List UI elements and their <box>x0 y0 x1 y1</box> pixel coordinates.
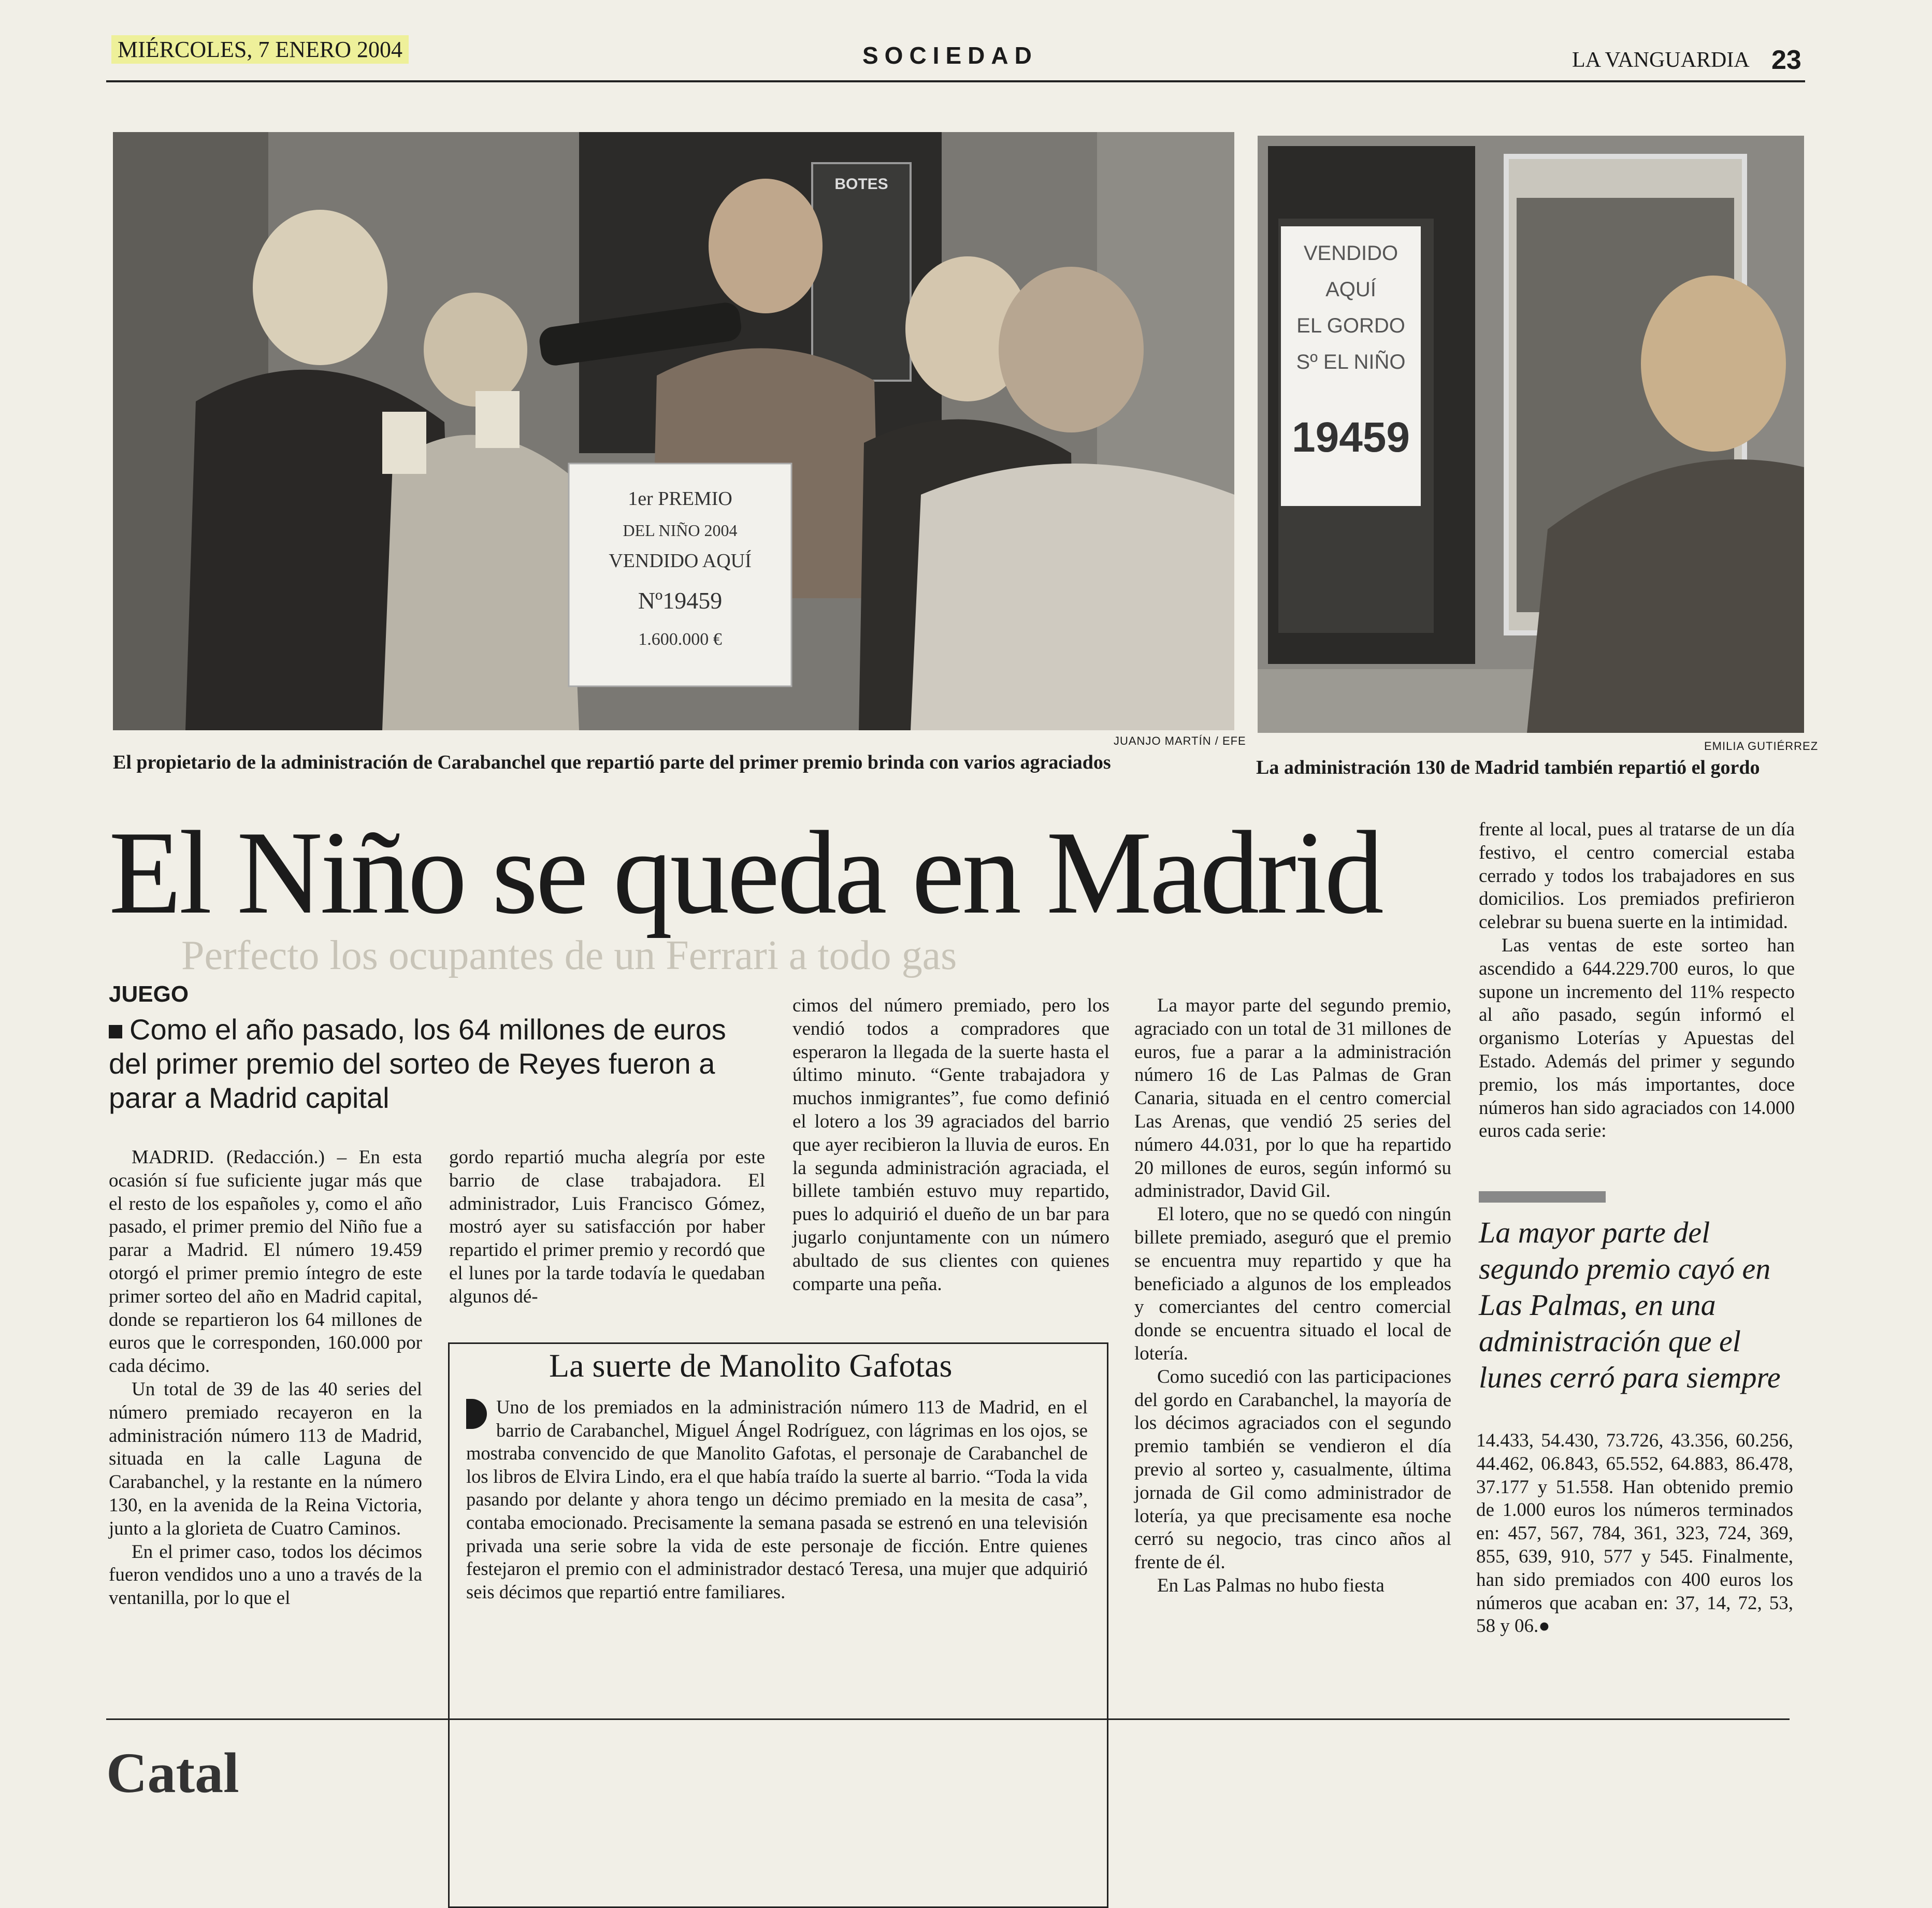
article-column-1 <box>109 1146 422 1610</box>
paragraph: Un total de 39 de las 40 series del número premiado recayeron en la administración número 113 de Madrid, situada en la calle Laguna de Carabanchel, y la restante en la número 130, en la avenida de la Reina Victoria, junto a la glorieta de Cuatro Caminos. <box>109 1378 422 1539</box>
paragraph: MADRID. (Redacción.) – En esta ocasión sí fue suficiente jugar más que el resto de los españoles y, como el año pasado, el primer premio del Niño fue a parar a Madrid. El número 19.459 otorgó el primer premio íntegro de este primer sorteo del año en Madrid capital, donde se repartieron los 64 millones de euros que le corresponden, 160.000 por cada décimo. <box>109 1147 422 1377</box>
window-sign-line-1: VENDIDO <box>1303 242 1398 265</box>
paragraph: frente al local, pues al tratarse de un día festivo, el centro comercial estaba cerrado y todos los trabajadores en sus domicilios. Los premiados prefirieron celebrar su buena suerte en la intimidad. <box>1479 819 1795 933</box>
left-photo-credit: JUANJO MARTÍN / EFE <box>1114 734 1246 747</box>
prize-numbers-text: 14.433, 54.430, 73.726, 43.356, 60.256, 44.462, 06.843, 65.552, 64.883, 86.478, 37.177 y 51.558. Han obtenido premio de 1.000 euros los números terminados en: 457, 567, 784, 361, 323, 724, 369, 855, 639, 910, 577 y 545. Finalmente, han sido premiados con 400 euros los números que acaban en: 37, 14, 72, 53, 58 y 06.● <box>1476 1430 1793 1637</box>
sign-line-3: VENDIDO AQUÍ <box>609 550 752 572</box>
footer-rule <box>106 1718 1790 1720</box>
article-column-3 <box>792 994 1109 1296</box>
bleed-through-headline: Perfecto los ocupantes de un Ferrari a todo gas <box>181 933 957 978</box>
drop-mark <box>466 1399 487 1429</box>
page-number: 23 <box>1771 45 1801 75</box>
article-column-5 <box>1479 818 1795 1143</box>
window-sign-line-3: EL GORDO <box>1296 314 1405 337</box>
sign-line-4: Nº19459 <box>638 587 723 614</box>
right-photo-credit: EMILIA GUTIÉRREZ <box>1704 740 1819 753</box>
window-sign-line-2: AQUÍ <box>1325 278 1376 301</box>
right-photo-caption: La administración 130 de Madrid también repartió el gordo <box>1256 757 1760 778</box>
window-sign-line-4: Sº EL NIÑO <box>1296 351 1406 373</box>
paragraph: Como sucedió con las participaciones del gordo en Carabanchel, la mayoría de los décimos agraciados con el segundo premio también se vendieron el día previo al sorteo y, casualmente, última jornada de Gil como administrador de lotería, ya que precisamente esa noche cerró su negocio, tras cinco años al frente de él. <box>1134 1366 1451 1573</box>
section-title: SOCIEDAD <box>862 42 1038 69</box>
article-column-2 <box>449 1146 765 1309</box>
deck-text: Como el año pasado, los 64 millones de euros del primer premio del sorteo de Reyes fueron a parar a Madrid capital <box>109 1013 726 1114</box>
paragraph: El lotero, que no se quedó con ningún billete premiado, aseguró que el premio se encuentra muy repartido y que ha beneficiado a algunos de los empleados y comerciantes del centro comercial donde se encuentra situado el local de lotería. <box>1134 1204 1451 1364</box>
pullquote-bar <box>1479 1191 1606 1203</box>
article-column-4 <box>1134 994 1451 1598</box>
paragraph: La mayor parte del segundo premio, agraciado con un total de 31 millones de euros, fue a parar a la administración número 16 de Las Palmas de Gran Canaria, situada en el centro comercial Las Arenas, que vendió 25 series del número 44.031, por lo que ha repartido 20 millones de euros, según informó su administrador, David Gil. <box>1134 995 1451 1202</box>
header-rule <box>106 80 1805 82</box>
pullquote: La mayor parte del segundo premio cayó en Las Palmas, en una administración que el lunes cerró para siempre <box>1479 1216 1781 1394</box>
sign-line-1: 1er PREMIO <box>628 488 732 510</box>
next-article-headline-fragment: Catal <box>106 1741 239 1804</box>
window-sign-number: 19459 <box>1291 414 1410 461</box>
issue-date: MIÉRCOLES, 7 ENERO 2004 <box>111 35 409 64</box>
paragraph: cimos del número premiado, pero los vendió todos a compradores que esperaron la llegada de la suerte hasta el último minuto. “Gente trabajadora y muchos inmigrantes”, fue como definió el lotero a los 39 agraciados del barrio que ayer recibieron la lluvia de euros. En la segunda administración agraciada, el billete también estuvo muy repartido, pues lo adquirió el dueño de un bar para jugarlo conjuntamente con un número abultado de sus clientes con quienes comparte una peña. <box>792 995 1109 1295</box>
sidebar-text <box>466 1396 1088 1603</box>
paragraph: Las ventas de este sorteo han ascendido a 644.229.700 euros, lo que supone un incremento del 11% respecto al año pasado, según informó el organismo Loterías y Apuestas del Estado. Además del primer y segundo premio, los más importantes, doce números han sido agraciados con 14.000 euros cada serie: <box>1479 934 1795 1142</box>
newspaper-name: LA VANGUARDIA <box>1572 48 1750 72</box>
paragraph: En Las Palmas no hubo fiesta <box>1157 1574 1385 1596</box>
sign-line-5: 1.600.000 € <box>638 630 722 649</box>
deck-bullet <box>109 1025 122 1038</box>
sidebar-body: Uno de los premiados en la administración número 113 de Madrid, en el barrio de Carabanchel, Miguel Ángel Rodríguez, con lágrimas en los ojos, se mostraba convencido de que Manolito Gafotas, el personaje de Carabanchel de los libros de Elvira Lindo, era el que había traído la suerte al barrio. “Toda la vida pasando por delante y ahora tengo un décimo premiado en la mesita de casa”, contaba emocionado. Precisamente la semana pasada se estrenó en una televisión privada una serie sobre la vida de este personaje de ficción. Entre quienes festejaron el premio con el administrador destacó Teresa, una mujer que adquirió seis décimos que repartió entre familiares. <box>466 1396 1088 1602</box>
sidebar-title: La suerte de Manolito Gafotas <box>549 1347 953 1384</box>
celebration-photo <box>113 132 1234 730</box>
headline: El Niño se queda en Madrid <box>109 806 1381 938</box>
sign-line-2: DEL NIÑO 2004 <box>623 521 738 540</box>
topic-tag: JUEGO <box>109 981 189 1007</box>
deck <box>109 1013 730 1115</box>
prize-numbers <box>1476 1429 1793 1638</box>
paragraph: En el primer caso, todos los décimos fueron vendidos uno a uno a través de la ventanilla, por lo que el <box>109 1541 422 1609</box>
shop-window-photo <box>1258 136 1804 733</box>
left-photo-caption: El propietario de la administración de Carabanchel que repartió parte del primer premio brinda con varios agraciados <box>113 751 1111 773</box>
board-title: BOTES <box>834 176 888 193</box>
paragraph: gordo repartió mucha alegría por este barrio de clase trabajadora. El administrador, Luis Francisco Gómez, mostró ayer su satisfacción por haber repartido el primer premio y recordó que el lunes por la tarde todavía le quedaban algunos dé- <box>449 1147 765 1307</box>
